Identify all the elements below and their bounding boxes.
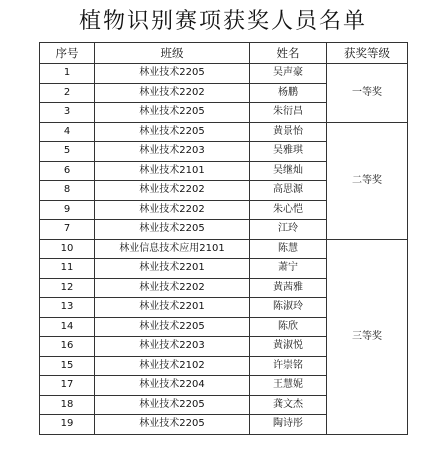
cell-name: 王慧妮 (250, 376, 327, 396)
cell-name: 朱心恺 (250, 200, 327, 220)
cell-class: 林业技术2205 (95, 395, 250, 415)
table-row (40, 239, 408, 259)
table-header-row (40, 43, 408, 64)
cell-class: 林业技术2205 (95, 220, 250, 240)
cell-index: 15 (40, 356, 95, 376)
cell-name: 许崇铭 (250, 356, 327, 376)
cell-name: 黄景怡 (250, 122, 327, 142)
cell-name: 萧宁 (250, 259, 327, 279)
table-row (40, 122, 408, 142)
cell-name: 陈淑玲 (250, 298, 327, 318)
cell-class: 林业技术2204 (95, 376, 250, 396)
table-body (40, 64, 408, 435)
cell-class: 林业技术2203 (95, 142, 250, 162)
cell-class: 林业技术2202 (95, 83, 250, 103)
cell-name: 黄茜雅 (250, 278, 327, 298)
cell-class: 林业技术2101 (95, 161, 250, 181)
award-table (39, 42, 408, 435)
cell-index: 18 (40, 395, 95, 415)
cell-name: 黄淑悦 (250, 337, 327, 357)
cell-index: 7 (40, 220, 95, 240)
cell-name: 陶诗彤 (250, 415, 327, 435)
cell-name: 陈慧 (250, 239, 327, 259)
cell-index: 13 (40, 298, 95, 318)
cell-index: 6 (40, 161, 95, 181)
cell-name: 朱衍昌 (250, 103, 327, 123)
cell-index: 12 (40, 278, 95, 298)
cell-name: 吴雅琪 (250, 142, 327, 162)
cell-class: 林业技术2205 (95, 122, 250, 142)
cell-index: 14 (40, 317, 95, 337)
header-name: 姓名 (250, 43, 327, 64)
cell-index: 16 (40, 337, 95, 357)
cell-name: 杨鹏 (250, 83, 327, 103)
cell-class: 林业技术2202 (95, 200, 250, 220)
cell-index: 10 (40, 239, 95, 259)
cell-class: 林业技术2205 (95, 317, 250, 337)
cell-index: 8 (40, 181, 95, 201)
cell-index: 4 (40, 122, 95, 142)
cell-class: 林业技术2203 (95, 337, 250, 357)
cell-name: 陈欣 (250, 317, 327, 337)
cell-class: 林业技术2202 (95, 181, 250, 201)
cell-class: 林业技术2201 (95, 298, 250, 318)
cell-name: 江玲 (250, 220, 327, 240)
cell-name: 吴声豪 (250, 64, 327, 84)
cell-name: 龚文杰 (250, 395, 327, 415)
cell-index: 11 (40, 259, 95, 279)
cell-index: 5 (40, 142, 95, 162)
cell-award-level: 一等奖 (327, 64, 408, 123)
header-level: 获奖等级 (327, 43, 408, 64)
cell-award-level: 二等奖 (327, 122, 408, 239)
cell-class: 林业技术2205 (95, 103, 250, 123)
cell-class: 林业技术2202 (95, 278, 250, 298)
table-row (40, 64, 408, 84)
cell-class: 林业信息技术应用2101 (95, 239, 250, 259)
cell-class: 林业技术2201 (95, 259, 250, 279)
cell-class: 林业技术2205 (95, 64, 250, 84)
cell-class: 林业技术2102 (95, 356, 250, 376)
cell-index: 17 (40, 376, 95, 396)
cell-class: 林业技术2205 (95, 415, 250, 435)
cell-award-level: 三等奖 (327, 239, 408, 434)
header-index: 序号 (40, 43, 95, 64)
cell-name: 吴继灿 (250, 161, 327, 181)
cell-name: 高思源 (250, 181, 327, 201)
page-title: 植物识别赛项获奖人员名单 (78, 9, 367, 34)
header-class: 班级 (95, 43, 250, 64)
cell-index: 1 (40, 64, 95, 84)
cell-index: 9 (40, 200, 95, 220)
cell-index: 19 (40, 415, 95, 435)
cell-index: 2 (40, 83, 95, 103)
cell-index: 3 (40, 103, 95, 123)
